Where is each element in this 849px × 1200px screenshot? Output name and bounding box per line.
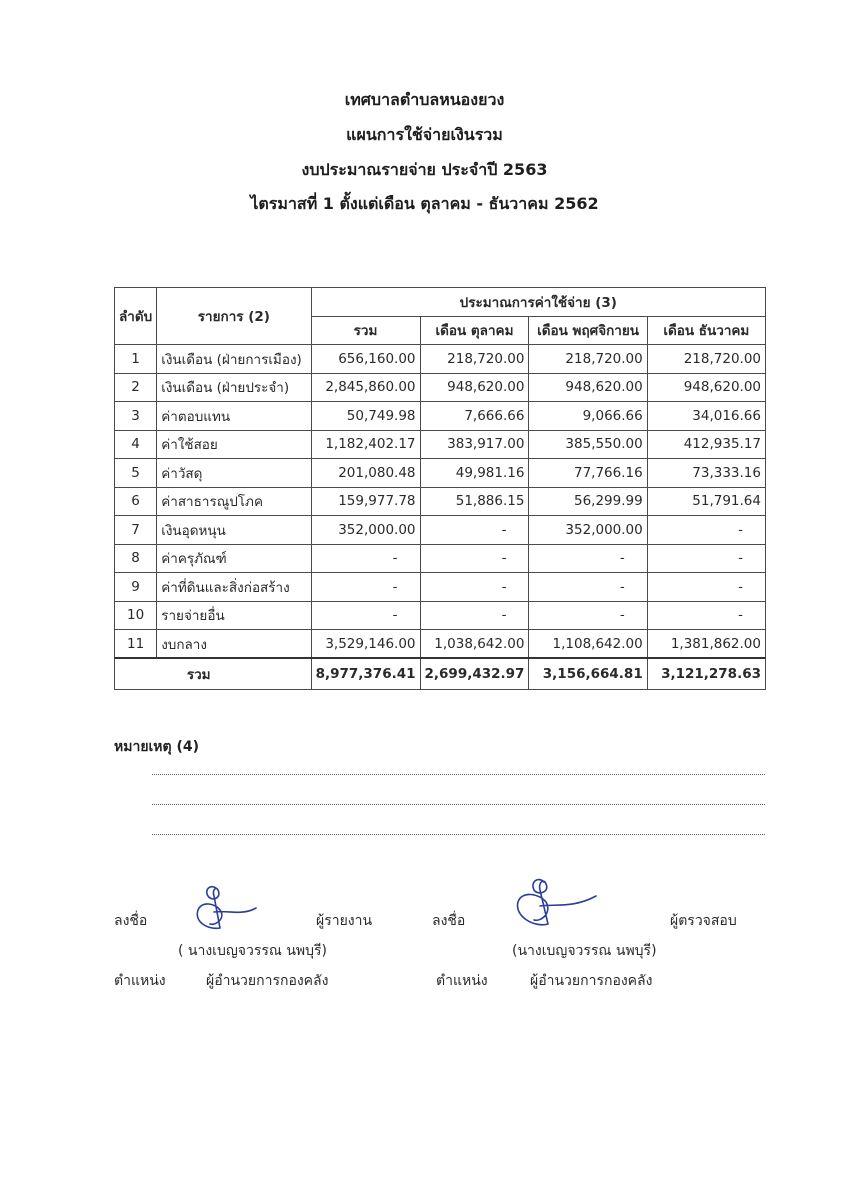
col-header-item: รายการ (2) [157,288,311,345]
row-item: ค่าครุภัณฑ์ [157,544,311,573]
row-number: 6 [115,487,157,516]
total-sum: 8,977,376.41 [311,658,420,689]
expense-plan-table [114,287,766,690]
row-total: - [311,601,420,630]
row-november: 385,550.00 [529,430,647,459]
row-total: 2,845,860.00 [311,373,420,402]
row-october: 218,720.00 [420,345,529,374]
col-header-december: เดือน ธันวาคม [647,316,765,345]
row-number: 5 [115,459,157,488]
row-october: 51,886.15 [420,487,529,516]
quarter-title: ไตรมาสที่ 1 ตั้งแต่เดือน ตุลาคม - ธันวาคม 2562 [250,194,599,213]
row-number: 3 [115,402,157,431]
row-october: - [420,601,529,630]
row-item: เงินเดือน (ฝ่ายประจำ) [157,373,311,402]
col-header-no: ลำดับ [115,288,157,345]
row-item: รายจ่ายอื่น [157,601,311,630]
col-header-october: เดือน ตุลาคม [420,316,529,345]
row-october: 383,917.00 [420,430,529,459]
col-header-total: รวม [311,316,420,345]
row-october: 948,620.00 [420,373,529,402]
total-label: รวม [115,658,312,689]
row-december: - [647,544,765,573]
row-number: 8 [115,544,157,573]
right-signature-image [508,872,602,938]
row-october: - [420,544,529,573]
table-row [115,544,766,573]
table-row [115,601,766,630]
row-total: 656,160.00 [311,345,420,374]
table-total-row [115,658,766,689]
row-total: 352,000.00 [311,516,420,545]
row-december: 51,791.64 [647,487,765,516]
row-november: 1,108,642.00 [529,630,647,659]
row-number: 10 [115,601,157,630]
plan-title: แผนการใช้จ่ายเงินรวม [346,125,503,144]
total-december: 3,121,278.63 [647,658,765,689]
row-item: ค่าวัสดุ [157,459,311,488]
left-signature-image [186,880,266,942]
row-november: 218,720.00 [529,345,647,374]
row-number: 9 [115,573,157,602]
row-total: - [311,573,420,602]
table-row [115,430,766,459]
right-sign-label: ลงชื่อ [432,913,466,929]
row-total: 201,080.48 [311,459,420,488]
row-item: งบกลาง [157,630,311,659]
row-october: - [420,516,529,545]
row-november: 56,299.99 [529,487,647,516]
row-total: 3,529,146.00 [311,630,420,659]
row-item: ค่าตอบแทน [157,402,311,431]
row-number: 2 [115,373,157,402]
row-number: 4 [115,430,157,459]
row-october: 7,666.66 [420,402,529,431]
row-december: 948,620.00 [647,373,765,402]
row-december: - [647,516,765,545]
total-november: 3,156,664.81 [529,658,647,689]
col-header-november: เดือน พฤศจิกายน [529,316,647,345]
row-november: - [529,544,647,573]
row-december: 73,333.16 [647,459,765,488]
row-november: 948,620.00 [529,373,647,402]
right-name: (นางเบญจวรรณ นพบุรี) [512,943,657,959]
note-line [152,834,765,835]
note-line [152,804,765,805]
note-line [152,774,765,775]
row-december: 218,720.00 [647,345,765,374]
note-label: หมายเหตุ (4) [114,739,200,755]
row-number: 1 [115,345,157,374]
row-item: เงินเดือน (ฝ่ายการเมือง) [157,345,311,374]
row-october: 49,981.16 [420,459,529,488]
row-november: - [529,573,647,602]
row-total: - [311,544,420,573]
row-number: 7 [115,516,157,545]
total-october: 2,699,432.97 [420,658,529,689]
left-name: ( นางเบญจวรรณ นพบุรี) [178,943,327,959]
table-row [115,402,766,431]
org-title: เทศบาลตำบลหนองยวง [344,90,505,109]
row-item: ค่าใช้สอย [157,430,311,459]
right-position-label: ตำแหน่ง [436,973,488,989]
budget-year-title: งบประมาณรายจ่าย ประจำปี 2563 [301,160,548,179]
row-item: เงินอุดหนุน [157,516,311,545]
col-header-estimate-group: ประมาณการค่าใช้จ่าย (3) [311,288,765,317]
right-role: ผู้ตรวจสอบ [670,913,737,929]
left-position-label: ตำแหน่ง [114,973,166,989]
row-number: 11 [115,630,157,659]
row-total: 50,749.98 [311,402,420,431]
left-position: ผู้อำนวยการกองคลัง [206,973,329,989]
row-november: 9,066.66 [529,402,647,431]
row-november: - [529,601,647,630]
row-item: ค่าสาธารณูปโภค [157,487,311,516]
row-december: - [647,573,765,602]
table-row [115,630,766,659]
row-total: 159,977.78 [311,487,420,516]
row-total: 1,182,402.17 [311,430,420,459]
row-december: - [647,601,765,630]
row-november: 77,766.16 [529,459,647,488]
table-row [115,373,766,402]
row-october: 1,038,642.00 [420,630,529,659]
row-december: 412,935.17 [647,430,765,459]
left-sign-label: ลงชื่อ [114,913,148,929]
left-role: ผู้รายงาน [316,913,373,929]
table-row [115,345,766,374]
table-row [115,573,766,602]
row-october: - [420,573,529,602]
row-item: ค่าที่ดินและสิ่งก่อสร้าง [157,573,311,602]
table-row [115,487,766,516]
row-november: 352,000.00 [529,516,647,545]
right-position: ผู้อำนวยการกองคลัง [530,973,653,989]
table-row [115,459,766,488]
row-december: 34,016.66 [647,402,765,431]
table-row [115,516,766,545]
row-december: 1,381,862.00 [647,630,765,659]
